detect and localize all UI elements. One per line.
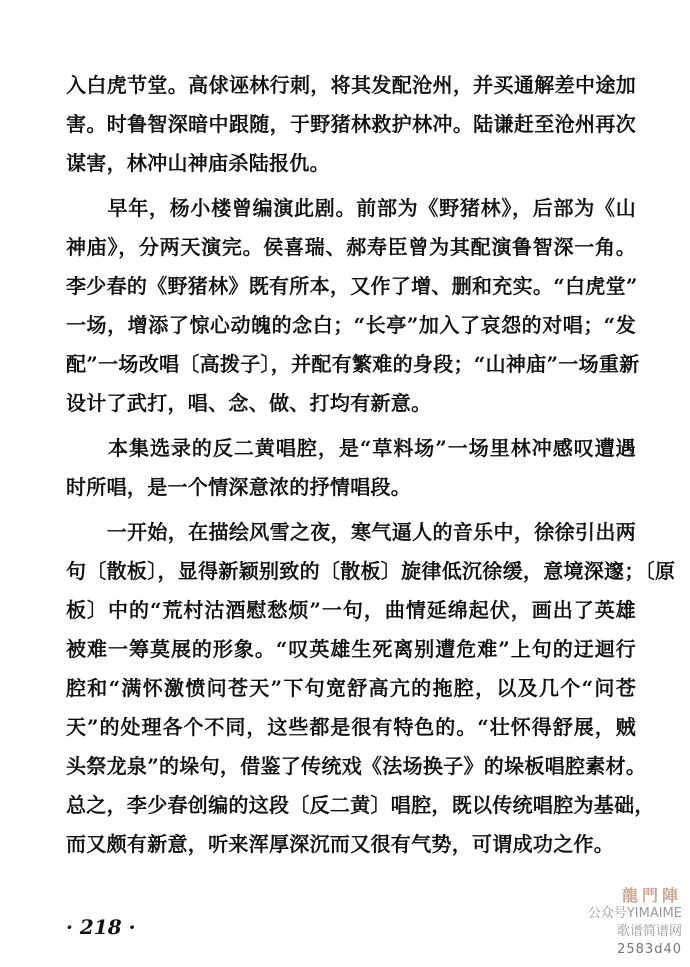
watermark <box>588 887 682 959</box>
text-line: 一开始，在描绘风雪之夜，寒气逼人的音乐中，徐徐引出两 <box>66 520 636 544</box>
document-body <box>66 66 676 864</box>
text-line: 头祭龙泉”的垛句，借鉴了传统戏《法场换子》的垛板唱腔素材。 <box>66 754 647 778</box>
text-line: 时所唱，是一个情深意浓的抒情唱段。 <box>66 475 412 499</box>
paragraph-3 <box>66 429 636 507</box>
text-line: 早年，杨小楼曾编演此剧。前部为《野猪林》，后部为《山 <box>66 196 636 220</box>
text-line: 被难一筹莫展的形象。“叹英雄生死离别遭危难”上句的迂迴行 <box>66 637 636 661</box>
text-line: 害。时鲁智深暗中跟随，于野猪林救护林冲。陆谦赶至沧州再次 <box>66 112 636 136</box>
text-line: 神庙》，分两天演完。侯喜瑞、郝寿臣曾为其配演鲁智深一角。 <box>66 235 636 259</box>
text-line: 本集选录的反二黄唱腔，是“草料场”一场里林冲感叹遭遇 <box>66 436 636 460</box>
watermark-id: 2583d40 <box>617 942 682 957</box>
paragraph-2 <box>66 189 640 423</box>
text-line: 入白虎节堂。高俅诬林行刺，将其发配沧州，并买通解差中途加 <box>66 73 636 97</box>
watermark-logo: 龍門陣 <box>621 886 682 905</box>
text-line: 句〔散板〕，显得新颖别致的〔散板〕旋律低沉徐缓，意境深邃；〔原 <box>66 559 676 583</box>
paragraph-1 <box>66 66 636 183</box>
text-line: 总之，李少春创编的这段〔反二黄〕唱腔，既以传统唱腔为基础， <box>66 793 655 817</box>
text-line: 板〕中的“荒村沽酒慰愁烦”一句，曲情延绵起伏，画出了英雄 <box>66 598 636 622</box>
watermark-line: 公众号YIMAIME <box>587 906 682 921</box>
text-line: 谋害，林冲山神庙杀陆报仇。 <box>66 151 330 175</box>
text-line: 配”一场改唱〔高拨子〕，并配有繁难的身段；“山神庙”一场重新 <box>66 352 640 376</box>
text-line: 天”的处理各个不同，这些都是很有特色的。“壮怀得舒展，贼 <box>66 715 636 739</box>
text-line: 设计了武打，唱、念、做、打均有新意。 <box>66 391 432 415</box>
watermark-line: 歌谱简谱网 <box>616 924 682 939</box>
text-line: 李少春的《野猪林》既有所本，又作了增、删和充实。“白虎堂” <box>66 274 638 298</box>
text-line: 而又颇有新意，听来浑厚深沉而又很有气势，可谓成功之作。 <box>66 832 615 856</box>
text-line: 一场，增添了惊心动魄的念白；“长亭”加入了哀怨的对唱；“发 <box>66 313 636 337</box>
paragraph-4 <box>66 513 676 864</box>
page-number: · 218 · <box>66 915 136 939</box>
text-line: 腔和“满怀激愤问苍天”下句宽舒高亢的拖腔，以及几个“问苍 <box>66 676 636 700</box>
